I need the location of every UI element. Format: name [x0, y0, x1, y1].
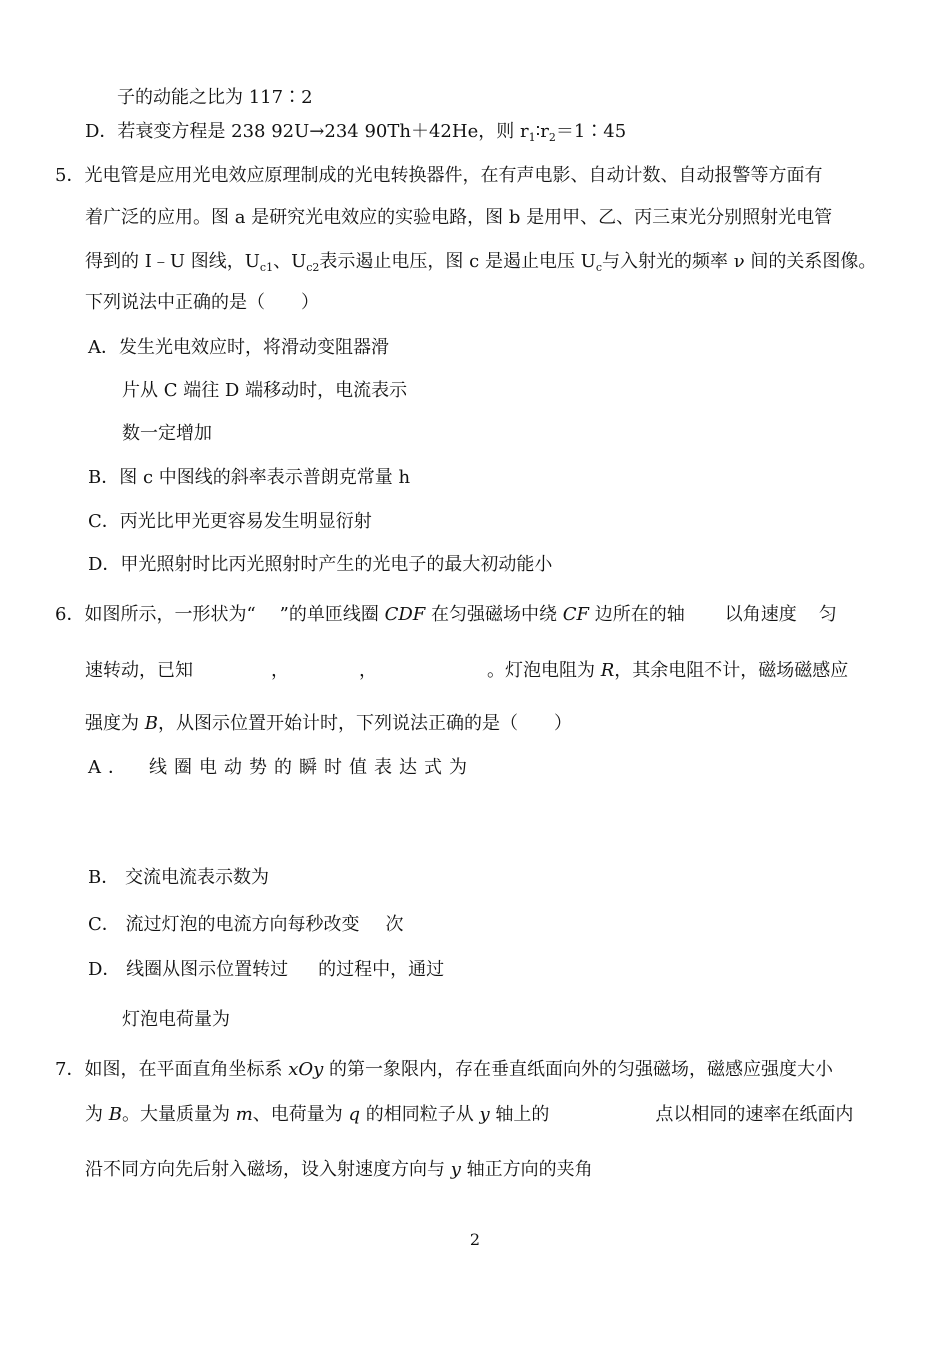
q5-option-d: D．甲光照射时比丙光照射时产生的光电子的最大初动能小: [88, 554, 553, 575]
q6-line1-c: 在匀强磁场中绕: [425, 604, 563, 625]
q6-line3-c: ，从图示位置开始计时，下列说法正确的是（ ）: [157, 713, 572, 734]
q6-line3-a: 强度为: [85, 713, 145, 734]
q6-line2-a: 速转动，已知: [85, 660, 193, 681]
q6-stem-line-1: [55, 603, 837, 627]
q6-line1-f: 匀: [818, 604, 837, 625]
q5-option-a-line-2: 片从 C 端往 D 端移动时，电流表示: [122, 380, 408, 401]
q7-var-q: q: [348, 1104, 361, 1125]
q7-var-m: m: [235, 1104, 253, 1125]
q4-sub-1: 1: [528, 131, 536, 144]
q6-line1-a: 6．如图所示，一形状为“: [55, 604, 256, 625]
q7-line2-b: 。大量质量为: [121, 1104, 236, 1125]
q6-var-b: B: [144, 713, 158, 734]
q5-stem-line-2: 着广泛的应用。图 a 是研究光电效应的实验电路，图 b 是用甲、乙、丙三束光分别照射光电管: [85, 207, 833, 228]
q6-option-c-a: C． 流过灯泡的电流方向每秒改变: [88, 914, 360, 935]
q6-line2-d: 。灯泡电阻为: [487, 660, 601, 681]
q6-var-cf: CF: [562, 604, 590, 625]
q5-line3-b: 、U: [273, 251, 307, 272]
q7-line3-b: 轴正方向的夹角: [460, 1159, 593, 1180]
q7-var-y2: y: [450, 1159, 461, 1180]
q6-line2-c: ，: [359, 660, 377, 681]
q5-option-b: B．图 c 中图线的斜率表示普朗克常量 h: [88, 467, 411, 488]
q7-line1-a: 7．如图，在平面直角坐标系: [55, 1059, 289, 1080]
q6-line1-e: 以角速度: [724, 604, 797, 625]
q4-option-d-colon: ∶r: [535, 121, 549, 142]
q5-sub-c1: c1: [259, 261, 274, 274]
q6-line1-b: ”的单匝线圈: [279, 604, 385, 625]
q5-stem-line-1: 5．光电管是应用光电效应原理制成的光电转换器件，在有声电影、自动计数、自动报警等方面有: [55, 165, 823, 186]
q4-option-d-text: D．若衰变方程是 238 92U→234 90Th＋42He，则 r: [85, 121, 529, 142]
q7-line2-c: 、电荷量为: [252, 1104, 349, 1125]
q7-line2-d: 的相同粒子从: [360, 1104, 480, 1125]
q6-option-d-line-2: 灯泡电荷量为: [122, 1009, 230, 1030]
q4-option-d: [85, 120, 626, 144]
q6-option-c: [88, 913, 404, 937]
q6-line2-b: ，: [271, 660, 289, 681]
q6-var-r: R: [600, 660, 615, 681]
q6-line1-d: 边所在的轴: [589, 604, 685, 625]
q7-line3-a: 沿不同方向先后射入磁场，设入射速度方向与: [85, 1159, 451, 1180]
q6-option-c-b: 次: [385, 914, 404, 935]
q7-var-y: y: [479, 1104, 490, 1125]
q6-option-d: [88, 958, 444, 982]
q5-line3-d: 与入射光的频率 ν 间的关系图像。: [602, 251, 877, 272]
q7-stem-line-2: [85, 1103, 853, 1127]
q6-var-cdf: CDF: [384, 604, 426, 625]
q7-line2-a: 为: [85, 1104, 109, 1125]
q6-option-d-b: 的过程中，通过: [318, 959, 445, 980]
q7-line1-b: 的第一象限内，存在垂直纸面向外的匀强磁场，磁感应强度大小: [323, 1059, 833, 1080]
q4-option-c-continued: 子的动能之比为 117∶2: [117, 87, 313, 108]
q4-sub-2: 2: [548, 131, 556, 144]
q7-stem-line-1: [55, 1058, 833, 1082]
q5-stem-line-3: [85, 250, 876, 274]
q6-stem-line-3: [85, 712, 572, 736]
q7-line2-e: 轴上的: [489, 1104, 550, 1125]
q7-var-xoy: xOy: [288, 1059, 324, 1080]
q5-option-a-line-1: A．发生光电效应时，将滑动变阻器滑: [88, 337, 389, 358]
q7-line2-f: 点以相同的速率在纸面内: [655, 1104, 854, 1125]
q6-line2-e: ，其余电阻不计，磁场磁感应: [614, 660, 849, 681]
q6-option-b: B． 交流电流表示数为: [88, 867, 269, 888]
q5-stem-line-4: 下列说法中正确的是（ ）: [85, 292, 319, 313]
q6-option-a: A． 线圈电动势的瞬时值表达式为: [88, 757, 474, 778]
q5-line3-c: 表示遏止电压，图 c 是遏止电压 U: [319, 251, 596, 272]
q6-option-d-a: D． 线圈从图示位置转过: [88, 959, 289, 980]
q6-stem-line-2: [85, 659, 848, 683]
q4-option-d-eq: ＝1∶45: [555, 121, 627, 142]
q5-option-a-line-3: 数一定增加: [122, 423, 212, 444]
q7-stem-line-3: [85, 1158, 593, 1182]
q5-option-c: C．丙光比甲光更容易发生明显衍射: [88, 511, 372, 532]
page-number: 2: [469, 1230, 481, 1249]
q5-line3-a: 得到的 I﹣U 图线，U: [85, 251, 260, 272]
q5-sub-c: c: [595, 261, 603, 274]
q7-var-b: B: [108, 1104, 122, 1125]
q5-sub-c2: c2: [306, 261, 320, 274]
